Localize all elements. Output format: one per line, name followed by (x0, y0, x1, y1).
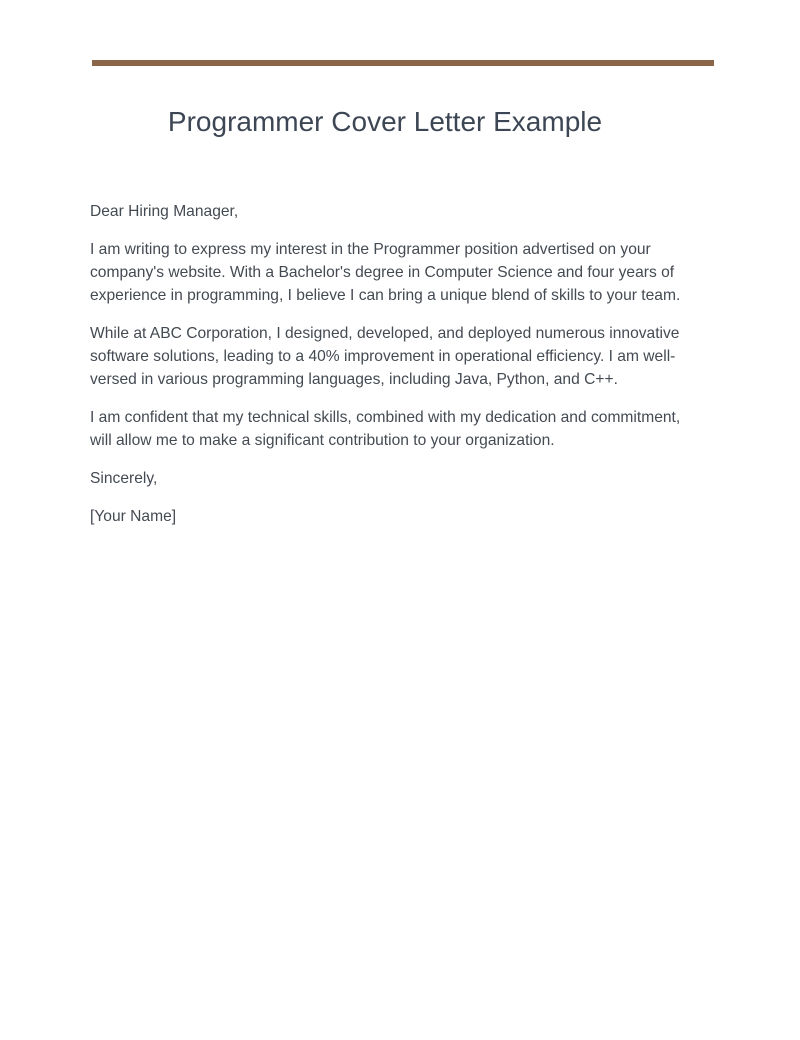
paragraph-experience: While at ABC Corporation, I designed, developed, and deployed numerous innovative software solutions, leading to a 40% improvement in operational efficiency. I am well-versed in various programming languages, including Java, Python, and C++. (90, 325, 680, 388)
header-divider (92, 60, 714, 66)
salutation: Dear Hiring Manager, (90, 203, 239, 220)
paragraph-conclusion: I am confident that my technical skills, combined with my dedication and commitment, will allow me to make a significant contribution to your organization. (90, 409, 681, 449)
page-title: Programmer Cover Letter Example (167, 106, 603, 137)
paragraph-intro: I am writing to express my interest in the Programmer position advertised on your company's website. With a Bachelor's degree in Computer Science and four years of experience in programming, I believe I can bring a unique blend of skills to your team. (90, 241, 681, 304)
closing: Sincerely, (90, 470, 158, 487)
signature: [Your Name] (90, 508, 177, 525)
letter-body (90, 200, 690, 543)
